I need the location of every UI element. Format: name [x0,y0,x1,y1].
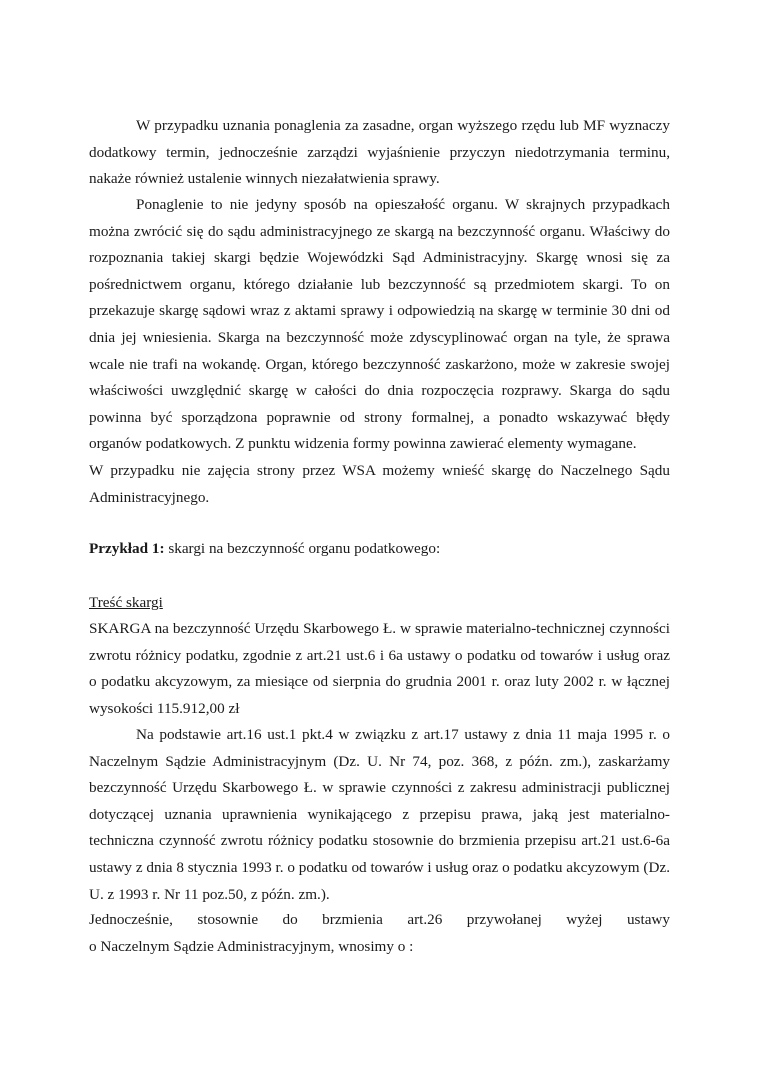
paragraph-legal-basis: Na podstawie art.16 ust.1 pkt.4 w związku z art.17 ustawy z dnia 11 maja 1995 r. o Naczelnym Sądzie Administracyjnym (Dz. U. Nr 74, poz. 368, z późn. zm.), zaskarżamy bezczynność Urzędu Skarbowego Ł. w sprawie czynności z zakresu administracji publicznej dotyczącej uznania uprawnienia wynikającego z przepisu prawa, jaką jest materialno-techniczna czynność zwrotu różnicy podatku stosownie do brzmienia przepisu art.21 ust.6-6a ustawy z dnia 8 stycznia 1993 r. o podatku od towarów i usług oraz o podatku akcyzowym (Dz. U. z 1993 r. Nr 11 poz.50, z późn. zm.). [89,726,670,903]
example-heading [89,536,689,563]
paragraph-motion-line2: o Naczelnym Sądzie Administracyjnym, wnosimy o : [89,938,414,955]
paragraph-complaint-info: Ponaglenie to nie jedyny sposób na opieszałość organu. W skrajnych przypadkach można zwrócić się do sądu administracyjnego ze skargą na bezczynność organu. Właściwy do rozpoznania takiej skargi będzie Wojewódzki Sąd Administracyjny. Skargę wnosi się za pośrednictwem organu, którego działanie lub bezczynność są przedmiotem skargi. To on przekazuje skargę sądowi wraz z aktami sprawy i odpowiedzią na skargę w terminie 30 dni od dnia jej wniesienia. Skarga na bezczynność może zdyscyplinować organ na tyle, że sprawa wcale nie trafi na wokandę. Organ, którego bezczynność zaskarżono, może w zakresie swojej właściwości uwzględnić skargę w całości do dnia rozpoczęcia rozprawy. Skarga do sądu powinna być sporządzona poprawnie od strony formalnej, a ponadto wskazywać błędy organów podatkowych. Z punktu widzenia formy powinna zawierać elementy wymagane. [89,196,670,453]
paragraph-nsa-appeal: W przypadku nie zajęcia strony przez WSA możemy wnieść skargę do Naczelnego Sądu Administracyjnego. [89,462,670,506]
paragraph-complaint-title: SKARGA na bezczynność Urzędu Skarbowego Ł. w sprawie materialno-technicznej czynności zwrotu różnicy podatku, zgodnie z art.21 ust.6 i 6a ustawy o podatku od towarów i usług oraz o podatku akcyzowym, za miesiące od sierpnia do grudnia 2001 r. oraz luty 2002 r. w łącznej wysokości 115.912,00 zł [89,620,670,717]
complaint-heading [89,590,689,617]
paragraph-motion-line1: Jednocześnie, stosownie do brzmienia art.26 przywołanej wyżej ustawy [89,911,670,928]
example-text: skargi na bezczynność organu podatkowego: [164,540,441,557]
example-label: Przykład 1: [89,540,165,557]
paragraph-reminder-accepted: W przypadku uznania ponaglenia za zasadne, organ wyższego rzędu lub MF wyznaczy dodatkowy termin, jednocześnie zarządzi wyjaśnienie przyczyn niedotrzymania terminu, nakaże również ustalenie winnych niezałatwienia sprawy. [89,117,670,188]
complaint-heading-text: Treść skargi [89,594,163,611]
